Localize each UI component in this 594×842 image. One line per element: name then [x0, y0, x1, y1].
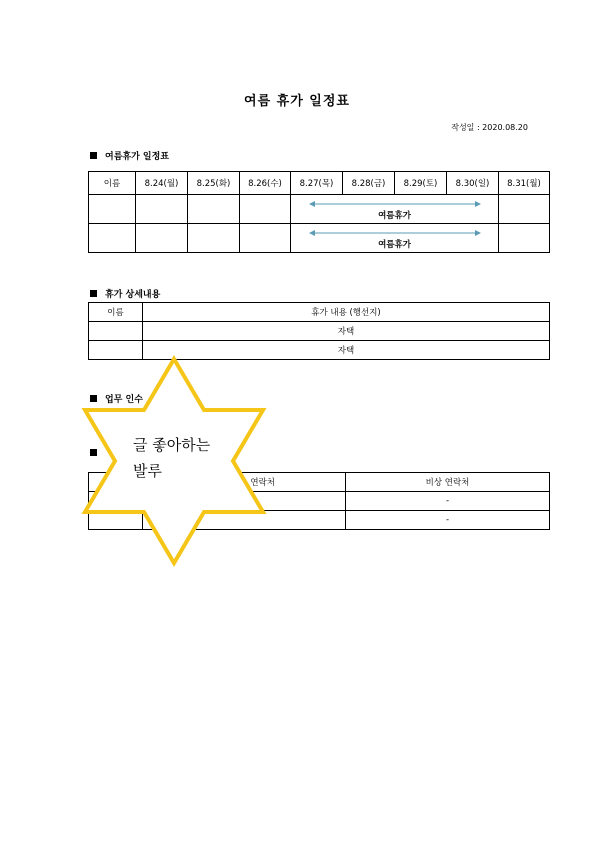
- vacation-label: 여름휴가: [378, 240, 411, 250]
- day-cell: [188, 195, 240, 224]
- row-name-cell: [89, 322, 143, 341]
- schedule-table: [88, 171, 550, 253]
- sticker-line: 발루: [133, 462, 162, 480]
- vacation-span-cell: [291, 195, 499, 224]
- header-day: 8.30(일): [447, 172, 499, 195]
- double-arrow-icon: [309, 229, 481, 237]
- header-destination: 휴가 내용 (행선지): [143, 303, 550, 322]
- day-cell: [240, 195, 291, 224]
- square-bullet-icon: [90, 152, 97, 159]
- row-name-cell: [89, 195, 136, 224]
- double-arrow-icon: [309, 200, 481, 208]
- sticker-line: 글 좋아하는: [133, 436, 211, 454]
- details-header-row: [89, 303, 550, 322]
- row-name-cell: [89, 224, 136, 253]
- sticker-text: [133, 432, 210, 484]
- emergency-contact-cell: -: [346, 492, 550, 511]
- schedule-row: [89, 195, 550, 224]
- day-cell: [240, 224, 291, 253]
- date-line: 작성일 : 2020.08.20: [451, 123, 528, 132]
- section-handover-heading: 업무 인수: [90, 392, 143, 405]
- header-day: 8.29(토): [395, 172, 447, 195]
- day-cell: [499, 224, 550, 253]
- day-cell: [136, 224, 188, 253]
- header-emergency-contact: 비상 연락처: [346, 473, 550, 492]
- details-table: [88, 302, 550, 360]
- day-cell: [499, 195, 550, 224]
- header-contact: 연락처: [143, 473, 346, 492]
- document-title: 여름 휴가 일정표: [244, 94, 350, 109]
- section-schedule-heading: 여름휴가 일정표: [90, 149, 169, 162]
- schedule-row: [89, 224, 550, 253]
- header-name: 이름: [89, 172, 136, 195]
- schedule-header-row: [89, 172, 550, 195]
- square-bullet-icon: [90, 290, 97, 297]
- header-day: 8.26(수): [240, 172, 291, 195]
- details-row: [89, 322, 550, 341]
- day-cell: [188, 224, 240, 253]
- emergency-contact-cell: -: [346, 511, 550, 530]
- header-name: 이름: [89, 303, 143, 322]
- header-day: 8.28(금): [343, 172, 395, 195]
- vacation-label: 여름휴가: [378, 211, 411, 221]
- vacation-span-cell: [291, 224, 499, 253]
- header-day: 8.24(월): [136, 172, 188, 195]
- destination-cell: 자택: [143, 322, 550, 341]
- day-cell: [136, 195, 188, 224]
- header-day: 8.25(화): [188, 172, 240, 195]
- header-day: 8.27(목): [291, 172, 343, 195]
- header-day: 8.31(월): [499, 172, 550, 195]
- section-details-heading: 휴가 상세내용: [90, 287, 160, 300]
- destination-cell: 자택: [143, 341, 550, 360]
